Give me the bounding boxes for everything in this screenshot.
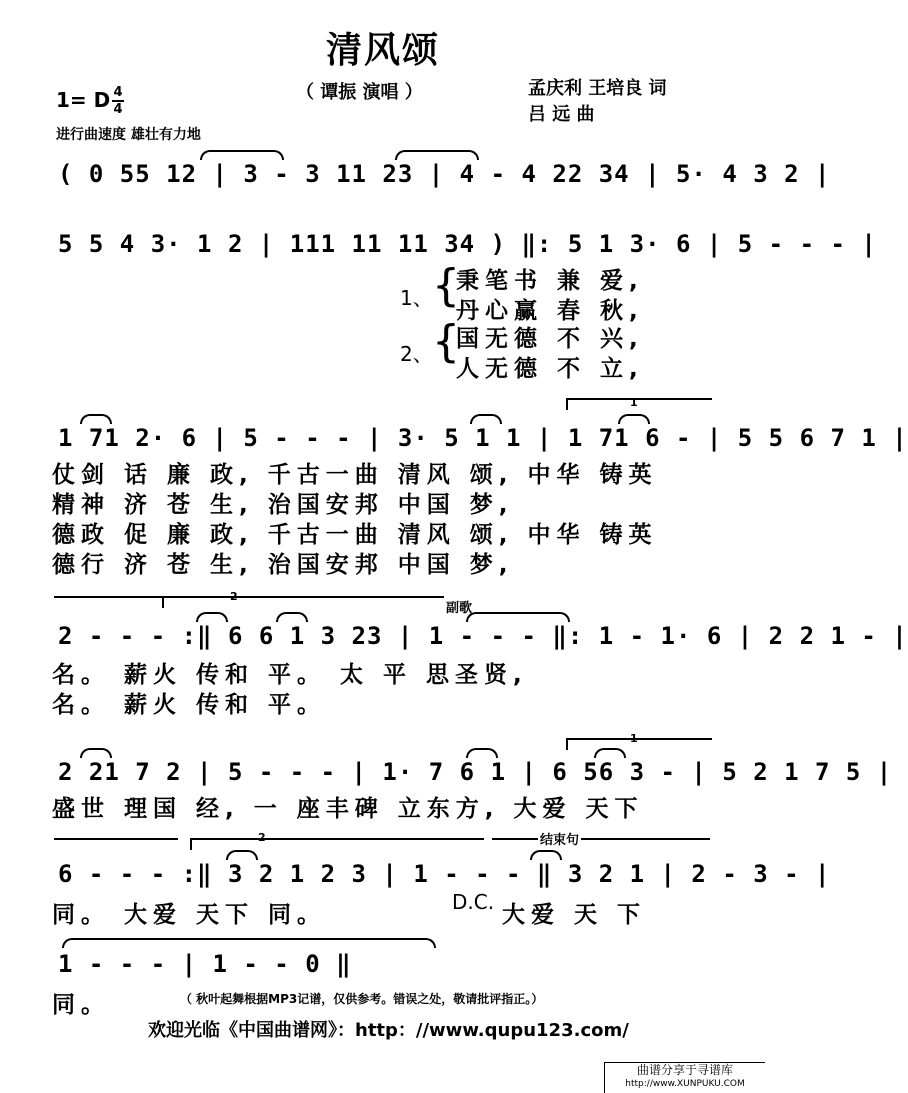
lyrics-row3-line4: 德行 济 苍 生, 治国安邦 中国 梦, [52, 552, 514, 578]
lyrics-row7-line1: 同。 [52, 992, 110, 1018]
notation-row-3: 1 71 2· 6 | 5 - - - | 3· 5 1 1 | 1 71 6 - | 5 5 6 7 1 | [58, 424, 908, 452]
volta-2-label: 2 [258, 831, 266, 844]
performer-credit: （ 谭振 演唱 ） [296, 82, 423, 103]
lyrics-row3-line1: 仗剑 话 廉 政, 千古一曲 清风 颂, 中华 铸英 [52, 462, 658, 488]
slur-arc [594, 748, 626, 758]
lyricists-credit: 孟庆利 王培良 词 [528, 78, 667, 99]
verse2-line2: 人无德 不 立, [456, 356, 644, 382]
time-signature [112, 86, 124, 116]
volta-2-label: 2 [230, 590, 238, 603]
lyrics-row4-line2: 名。 薪火 传和 平。 [52, 692, 327, 718]
volta-1-label: 1 [630, 396, 638, 409]
volta-bracket-1 [566, 398, 712, 410]
verse1-line1: 秉笔书 兼 爱, [456, 268, 644, 294]
lyrics-row3-line2: 精神 济 苍 生, 治国安邦 中国 梦, [52, 492, 514, 518]
site-credit: 欢迎光临《中国曲谱网》：http：//www.qupu123.com/ [148, 1020, 629, 1041]
notation-row-1: ( 0 55 12 | 3 - 3 11 23 | 4 - 4 22 34 | 5· 4 3 2 | [58, 160, 831, 188]
tie-arc [62, 938, 436, 948]
tie-arc [395, 150, 479, 160]
slur-arc [276, 612, 308, 622]
watermark-line2: http://www.XUNPUKU.COM [625, 1079, 745, 1089]
verse-brace: { [432, 260, 460, 311]
volta-bracket-1-continued [54, 838, 178, 850]
song-title: 清风颂 [325, 30, 440, 71]
time-signature-bottom: 4 [113, 102, 123, 117]
lyrics-row3-line3: 德政 促 廉 政, 千古一曲 清风 颂, 中华 铸英 [52, 522, 658, 548]
notation-row-6: 6 - - - :‖ 3 2 1 2 3 | 1 - - - ‖ 3 2 1 | 2 - 3 - | [58, 860, 831, 888]
verse-number-1: 1、 [400, 286, 433, 310]
slur-arc [530, 850, 562, 860]
authors-credit [528, 76, 667, 128]
volta-bracket-1 [566, 738, 712, 750]
verse-brace: { [432, 316, 460, 367]
key-signature: 1= D [56, 88, 111, 112]
lyrics-row6-line1: 同。 大爱 天下 同。 [52, 902, 327, 928]
verse-number-2: 2、 [400, 342, 433, 366]
ending-bracket [492, 838, 710, 850]
volta-bracket-2 [162, 596, 444, 608]
slur-arc [618, 414, 650, 424]
slur-arc [470, 414, 502, 424]
time-signature-top: 4 [113, 85, 123, 100]
volta-bracket-1-continued [54, 596, 162, 608]
verse1-line2: 丹心赢 春 秋, [456, 298, 644, 324]
tie-arc [466, 612, 570, 622]
slur-arc [80, 748, 112, 758]
tempo-marking: 进行曲速度 雄壮有力地 [56, 127, 201, 143]
lyrics-row5-line1: 盛世 理国 经, 一 座丰碑 立东方, 大爱 天下 [52, 796, 644, 822]
composer-credit: 吕 远 曲 [528, 104, 595, 125]
chorus-label: 副歌 [446, 601, 473, 616]
slur-arc [466, 748, 498, 758]
transcription-note: （ 秋叶起舞根据MP3记谱，仅供参考。错误之处，敬请批评指正。） [180, 992, 544, 1006]
lyrics-row6-line2: 大爱 天 下 [502, 902, 647, 928]
volta-1-label: 1 [630, 732, 638, 745]
notation-row-5: 2 21 7 2 | 5 - - - | 1· 7 6 1 | 6 56 3 - | 5 2 1 7 5 | [58, 758, 893, 786]
notation-row-2: 5 5 4 3· 1 2 | 111 11 11 34 ) ‖: 5 1 3· 6 | 5 - - - | [58, 230, 877, 258]
lyrics-row4-line1: 名。 薪火 传和 平。 太 平 思圣贤, [52, 662, 528, 688]
tie-arc [200, 150, 284, 160]
da-capo-marking: D.C. [452, 890, 495, 914]
notation-row-4: 2 - - - :‖ 6 6 1 3 23 | 1 - - - ‖: 1 - 1· 6 | 2 2 1 - | [58, 622, 908, 650]
slur-arc [196, 612, 228, 622]
slur-arc [80, 414, 112, 424]
verse2-line1: 国无德 不 兴, [456, 326, 644, 352]
ending-label: 结束句 [538, 829, 581, 848]
watermark [604, 1062, 765, 1093]
volta-bracket-2 [190, 838, 484, 850]
watermark-line1: 曲谱分享于寻谱库 [636, 1063, 733, 1077]
slur-arc [226, 850, 258, 860]
notation-row-7: 1 - - - | 1 - - 0 ‖ [58, 950, 352, 978]
